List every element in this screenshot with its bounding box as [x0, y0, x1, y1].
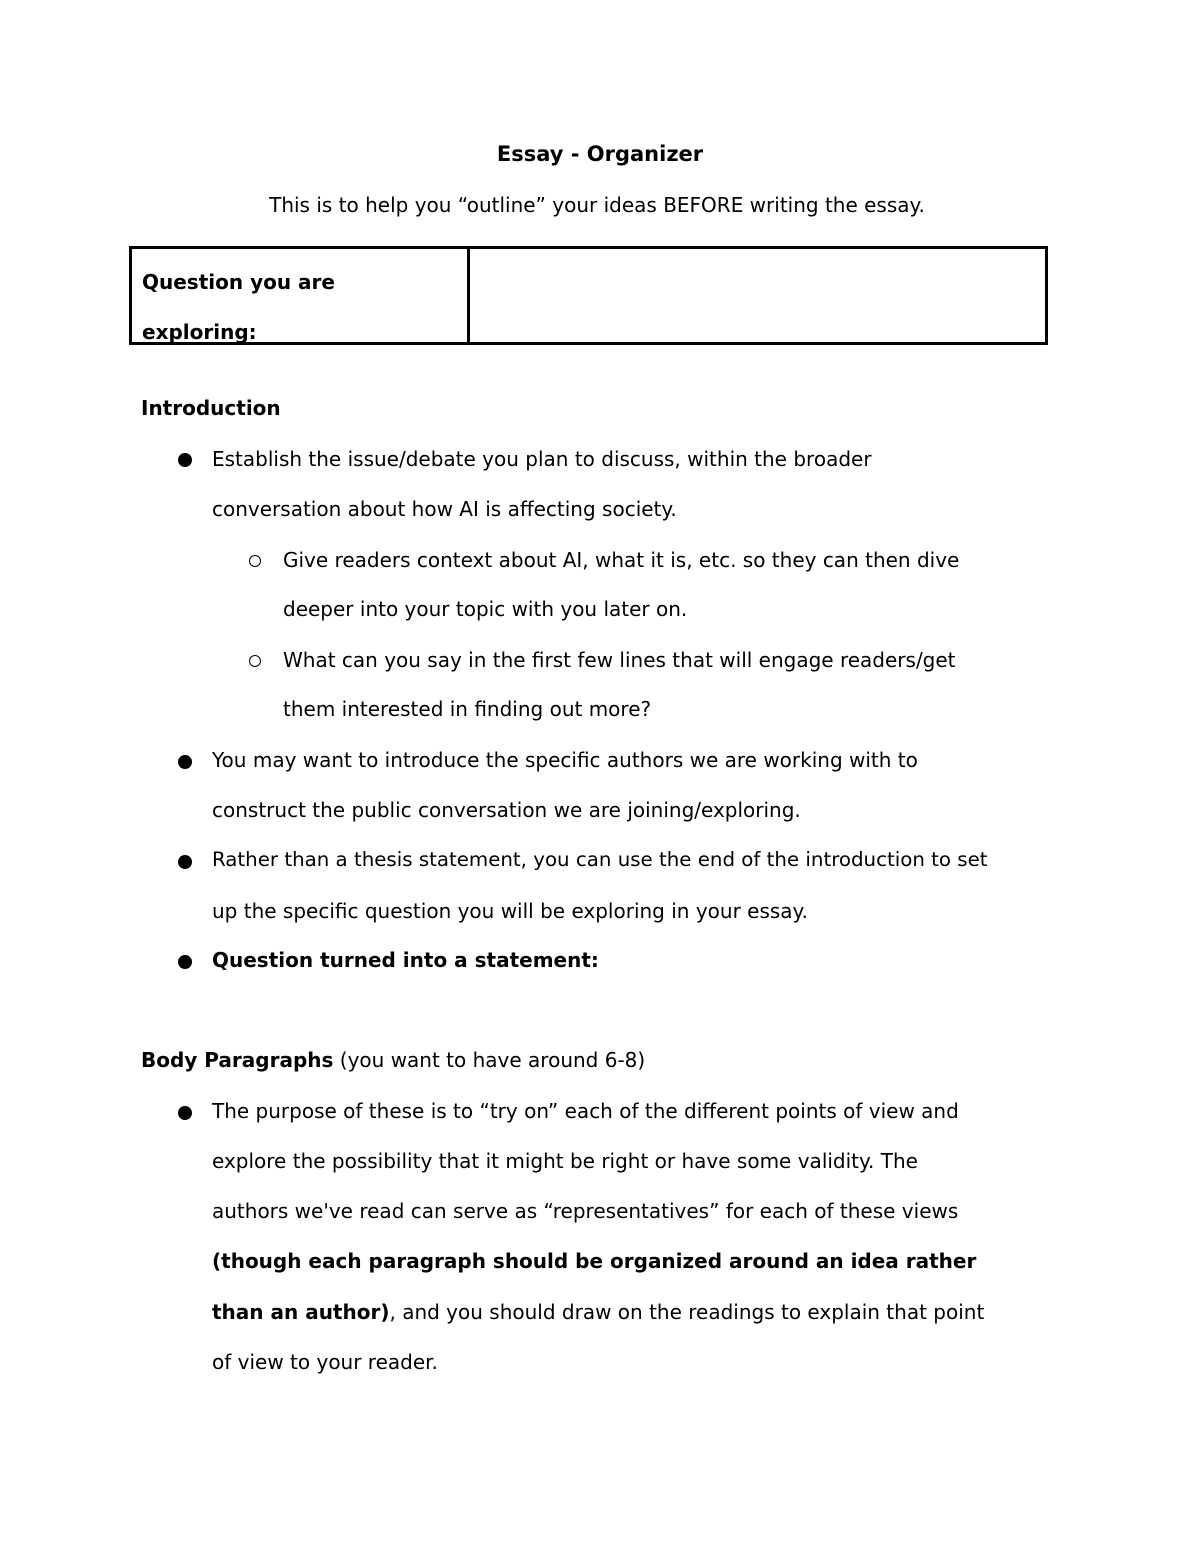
intro-sub2-line1: What can you say in the first few lines that will engage readers/get — [283, 648, 956, 672]
bullet-icon — [178, 453, 192, 467]
document-title: Essay - Organizer — [496, 142, 704, 166]
body-bullet1-line5-bold: than an author) — [212, 1300, 390, 1324]
question-label-line1: Question you are — [142, 270, 335, 294]
intro-bullet2-line2: construct the public conversation we are joining/exploring. — [212, 798, 801, 822]
question-label-cell — [132, 249, 470, 342]
document-subtitle: This is to help you “outline” your ideas BEFORE writing the essay. — [269, 193, 925, 217]
intro-bullet4: Question turned into a statement: — [212, 948, 599, 972]
intro-bullet2-line1: You may want to introduce the specific authors we are working with to — [212, 748, 918, 772]
bullet-icon — [178, 955, 192, 969]
question-answer-cell[interactable] — [470, 249, 1045, 342]
bullet-icon — [178, 855, 192, 869]
question-table — [129, 246, 1048, 345]
body-bullet1-line5-rest: , and you should draw on the readings to explain that point — [389, 1300, 985, 1324]
body-bullet1-line2: explore the possibility that it might be right or have some validity. The — [212, 1149, 918, 1173]
intro-bullet3-line2: up the specific question you will be exploring in your essay. — [212, 899, 808, 923]
bullet-icon — [178, 1106, 192, 1120]
intro-bullet1-line2: conversation about how AI is affecting society. — [212, 497, 677, 521]
body-paragraphs-heading-line — [141, 1045, 645, 1075]
body-bullet1-line5 — [212, 1297, 984, 1327]
hollow-bullet-icon — [249, 555, 261, 567]
body-bullet1-line6: of view to your reader. — [212, 1350, 438, 1374]
body-bullet1-line4: (though each paragraph should be organized around an idea rather — [212, 1249, 977, 1273]
intro-sub2-line2: them interested in finding out more? — [283, 697, 652, 721]
body-bullet1-line1: The purpose of these is to “try on” each of the different points of view and — [212, 1099, 959, 1123]
intro-bullet3-line1: Rather than a thesis statement, you can use the end of the introduction to set — [212, 848, 988, 871]
intro-sub1-line1: Give readers context about AI, what it is, etc. so they can then dive — [283, 548, 960, 572]
body-bullet1-line3: authors we've read can serve as “representatives” for each of these views — [212, 1199, 959, 1223]
intro-bullet1-line1: Establish the issue/debate you plan to discuss, within the broader — [212, 447, 872, 471]
intro-sub1-line2: deeper into your topic with you later on. — [283, 597, 688, 621]
question-label-line2: exploring: — [142, 320, 257, 344]
hollow-bullet-icon — [249, 655, 261, 667]
bullet-icon — [178, 755, 192, 769]
introduction-heading: Introduction — [141, 396, 281, 420]
body-paragraphs-note: (you want to have around 6-8) — [333, 1048, 646, 1072]
body-paragraphs-heading: Body Paragraphs — [141, 1048, 334, 1072]
